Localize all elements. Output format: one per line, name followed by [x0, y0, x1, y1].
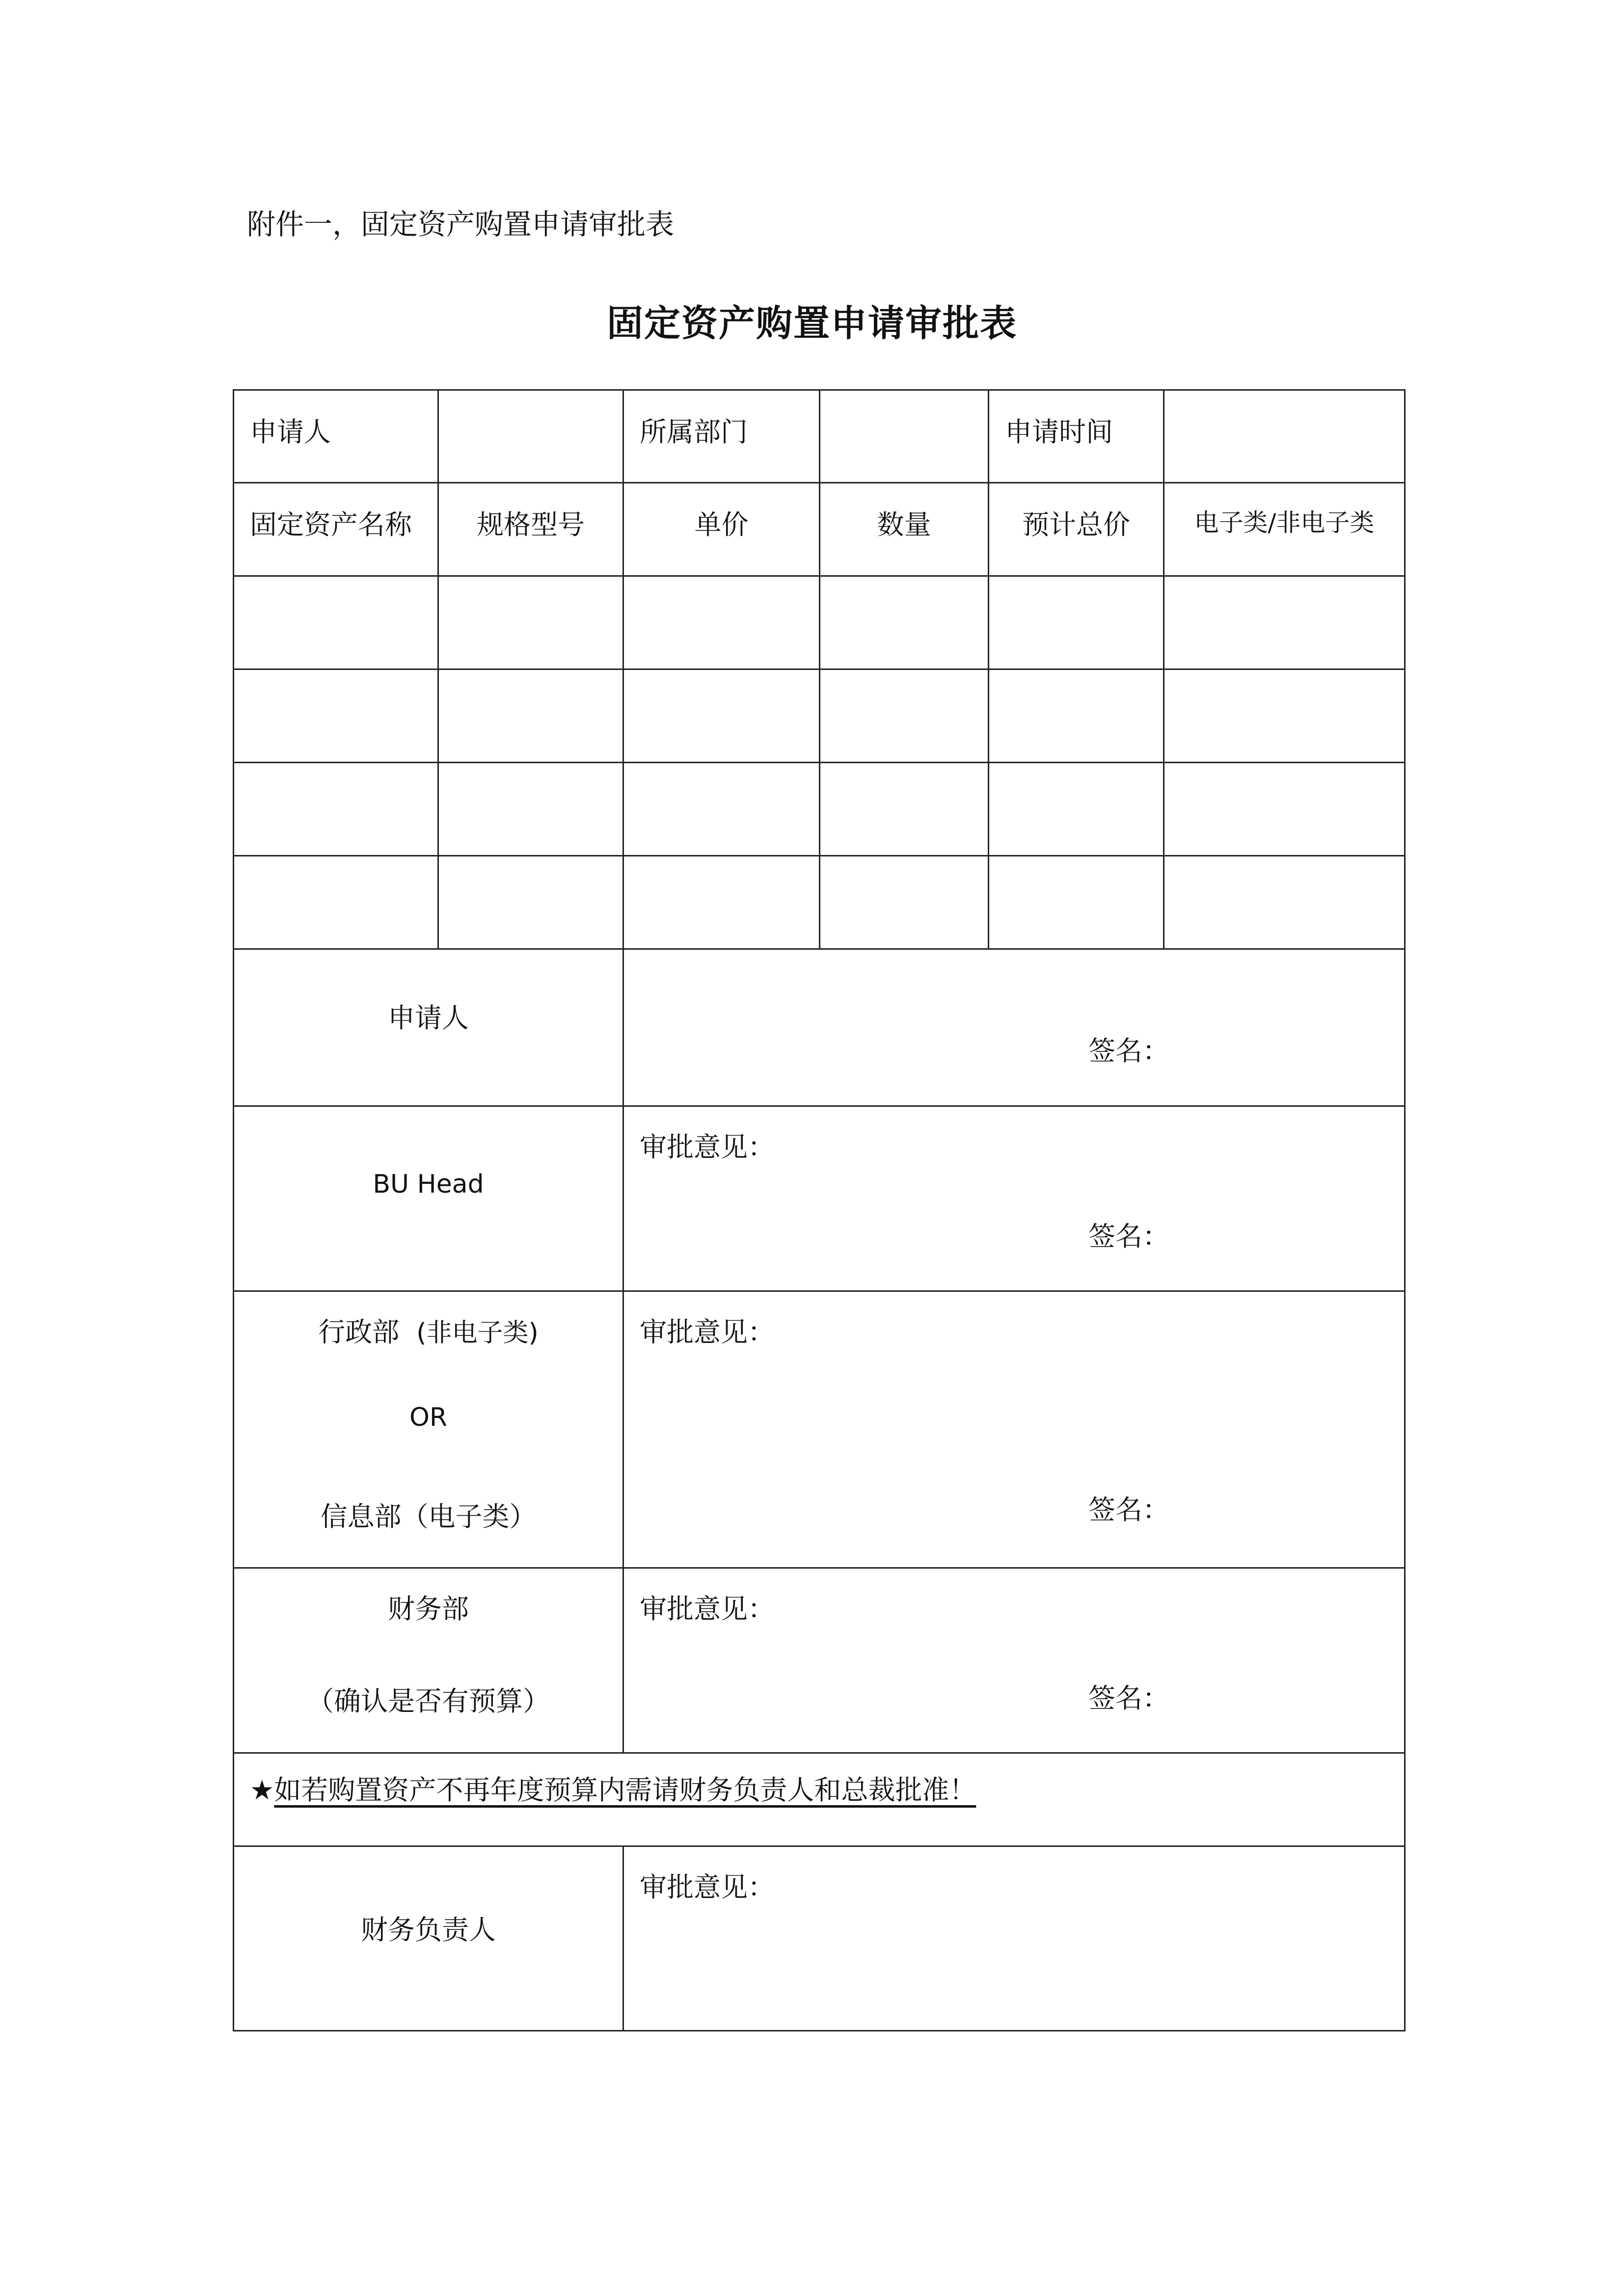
- finance-label-cell: [234, 1568, 623, 1753]
- info-row: [234, 390, 1405, 483]
- opinion-label: 审批意见：: [640, 1316, 775, 1348]
- opinion-label: 审批意见：: [640, 1593, 775, 1625]
- applicant-approval-label: 申请人: [234, 949, 623, 1106]
- finance-dept-label: 财务部: [387, 1593, 469, 1625]
- item-cell[interactable]: [1164, 576, 1405, 669]
- department-field[interactable]: [820, 390, 989, 483]
- column-header: 预计总价: [989, 483, 1164, 576]
- column-header: 固定资产名称: [234, 483, 438, 576]
- finance-head-label: 财务负责人: [234, 1846, 623, 2031]
- it-dept-label: 信息部（电子类）: [320, 1501, 537, 1532]
- finance-row: [234, 1568, 1405, 1753]
- opinion-label: 审批意见：: [640, 1871, 775, 1903]
- finance-head-row: [234, 1846, 1405, 2031]
- form-title: 固定资产购置申请审批表: [607, 302, 1017, 345]
- item-cell[interactable]: [1164, 856, 1405, 949]
- item-cell[interactable]: [438, 856, 623, 949]
- admin-it-row: [234, 1291, 1405, 1568]
- item-row: [234, 763, 1405, 856]
- signature-label: 签名：: [1088, 1221, 1170, 1252]
- item-cell[interactable]: [820, 856, 989, 949]
- item-cell[interactable]: [1164, 669, 1405, 763]
- signature-label: 签名：: [1088, 1035, 1170, 1067]
- item-cell[interactable]: [234, 576, 438, 669]
- date-label: 申请时间: [989, 390, 1164, 483]
- non-electronic-label: (非电子类): [416, 1318, 539, 1348]
- item-row: [234, 856, 1405, 949]
- item-cell[interactable]: [438, 576, 623, 669]
- approval-form-table: [233, 389, 1406, 2031]
- admin-dept-label: 行政部: [318, 1316, 400, 1348]
- or-label: OR: [409, 1403, 448, 1432]
- note-cell: [234, 1753, 1405, 1846]
- finance-head-opinion-cell[interactable]: [623, 1846, 1405, 2031]
- column-header: 规格型号: [438, 483, 623, 576]
- item-cell[interactable]: [623, 763, 820, 856]
- item-cell[interactable]: [438, 763, 623, 856]
- item-cell[interactable]: [820, 763, 989, 856]
- admin-it-label-cell: [234, 1291, 623, 1568]
- item-cell[interactable]: [820, 576, 989, 669]
- applicant-approval-row: [234, 949, 1405, 1106]
- signature-label: 签名：: [1088, 1494, 1170, 1525]
- item-cell[interactable]: [989, 576, 1164, 669]
- note-text: 如若购置资产不再年度预算内需请财务负责人和总裁批准！: [274, 1774, 976, 1806]
- date-field[interactable]: [1164, 390, 1405, 483]
- column-header: 单价: [623, 483, 820, 576]
- item-cell[interactable]: [989, 856, 1164, 949]
- admin-it-opinion-cell[interactable]: [623, 1291, 1405, 1568]
- item-cell[interactable]: [623, 576, 820, 669]
- column-header: 电子类/非电子类: [1164, 483, 1405, 576]
- item-cell[interactable]: [623, 856, 820, 949]
- item-row: [234, 576, 1405, 669]
- item-header-row: [234, 483, 1405, 576]
- annex-label: 附件一，固定资产购置申请审批表: [247, 208, 675, 241]
- item-cell[interactable]: [989, 763, 1164, 856]
- bu-head-label: BU Head: [234, 1106, 623, 1291]
- note-row: [234, 1753, 1405, 1846]
- bu-head-row: [234, 1106, 1405, 1291]
- department-label: 所属部门: [623, 390, 820, 483]
- opinion-label: 审批意见：: [640, 1131, 775, 1163]
- applicant-field[interactable]: [438, 390, 623, 483]
- applicant-signature-cell[interactable]: [623, 949, 1405, 1106]
- item-cell[interactable]: [234, 669, 438, 763]
- item-cell[interactable]: [234, 856, 438, 949]
- item-cell[interactable]: [623, 669, 820, 763]
- item-cell[interactable]: [234, 763, 438, 856]
- item-cell[interactable]: [438, 669, 623, 763]
- item-cell[interactable]: [1164, 763, 1405, 856]
- bu-head-opinion-cell[interactable]: [623, 1106, 1405, 1291]
- item-cell[interactable]: [820, 669, 989, 763]
- item-cell[interactable]: [989, 669, 1164, 763]
- budget-confirm-label: （确认是否有预算）: [306, 1685, 550, 1717]
- finance-opinion-cell[interactable]: [623, 1568, 1405, 1753]
- item-row: [234, 669, 1405, 763]
- star-icon: ★: [250, 1774, 274, 1806]
- applicant-label: 申请人: [234, 390, 438, 483]
- signature-label: 签名：: [1088, 1682, 1170, 1714]
- column-header: 数量: [820, 483, 989, 576]
